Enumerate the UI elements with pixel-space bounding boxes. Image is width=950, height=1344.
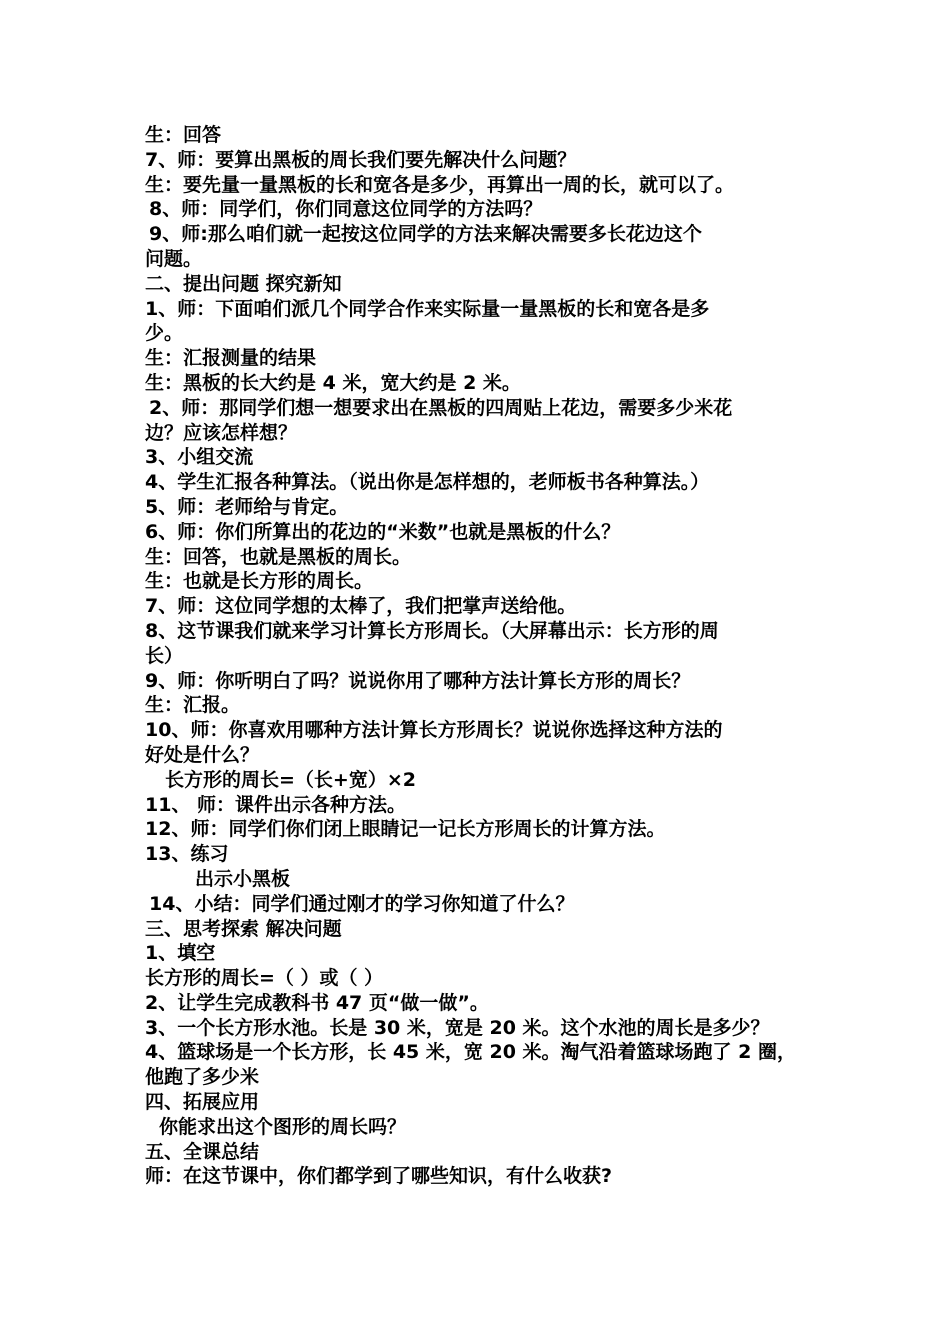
text-line: 出示小黑板	[195, 867, 291, 890]
section-heading: 三、思考探索 解决问题	[145, 917, 342, 940]
text-line: 生：汇报。	[145, 694, 241, 717]
text-line: 他跑了多少米	[145, 1066, 260, 1089]
text-line: 少。	[145, 322, 184, 345]
section-heading: 四、拓展应用	[145, 1091, 260, 1114]
text-line: 8、师：同学们，你们同意这位同学的方法吗？	[149, 198, 543, 221]
text-line: 师：在这节课中，你们都学到了哪些知识，有什么收获?	[145, 1165, 613, 1188]
text-line: 13、练习	[145, 843, 229, 866]
text-line: 5、师：老师给与肯定。	[145, 495, 349, 518]
section-heading: 五、全课总结	[145, 1140, 260, 1163]
fill-blank-line: 长方形的周长=（ ）或（ ）	[145, 967, 384, 990]
text-line: 你能求出这个图形的周长吗？	[159, 1115, 407, 1138]
text-line: 4、学生汇报各种算法。（说出你是怎样想的，老师板书各种算法。）	[145, 471, 710, 494]
text-line: 长）	[145, 644, 184, 667]
text-line: 9、师：你听明白了吗？说说你用了哪种方法计算长方形的周长？	[145, 669, 691, 692]
text-line: 3、小组交流	[145, 446, 254, 469]
text-line: 11、 师：课件出示各种方法。	[145, 793, 407, 816]
text-line: 10、师：你喜欢用哪种方法计算长方形周长？说说你选择这种方法的	[145, 719, 723, 742]
text-line: 1、师：下面咱们派几个同学合作来实际量一量黑板的长和宽各是多	[145, 297, 710, 320]
text-line: 生：也就是长方形的周长。	[145, 570, 374, 593]
text-line: 6、师：你们所算出的花边的“米数”也就是黑板的什么？	[145, 520, 621, 543]
text-line: 4、篮球场是一个长方形，长 45 米，宽 20 米。淘气沿着篮球场跑了 2 圈，	[145, 1041, 797, 1064]
text-line: 12、师：同学们你们闭上眼睛记一记长方形周长的计算方法。	[145, 818, 666, 841]
text-line: 9、师:那么咱们就一起按这位同学的方法来解决需要多长花边这个	[149, 223, 702, 246]
text-line: 生：汇报测量的结果	[145, 347, 317, 370]
text-line: 生：回答	[145, 124, 222, 146]
text-line: 3、一个长方形水池。长是 30 米，宽是 20 米。这个水池的周长是多少？	[145, 1016, 770, 1039]
text-line: 1、填空	[145, 942, 216, 965]
section-heading: 二、提出问题 探究新知	[145, 272, 342, 295]
text-line: 生：要先量一量黑板的长和宽各是多少，再算出一周的长，就可以了。	[145, 173, 735, 196]
text-line: 2、让学生完成教科书 47 页“做一做”。	[145, 991, 489, 1014]
text-line: 8、这节课我们就来学习计算长方形周长。（大屏幕出示：长方形的周	[145, 619, 719, 642]
lesson-plan-text	[145, 123, 835, 1189]
text-line: 7、师：要算出黑板的周长我们要先解决什么问题？	[145, 148, 577, 171]
text-line: 生：黑板的长大约是 4 米，宽大约是 2 米。	[145, 371, 521, 394]
text-line: 问题。	[145, 247, 203, 270]
text-line: 7、师：这位同学想的太棒了，我们把掌声送给他。	[145, 595, 577, 618]
text-line: 好处是什么？	[145, 743, 260, 766]
text-line: 2、师：那同学们想一想要求出在黑板的四周贴上花边，需要多少米花	[149, 396, 733, 419]
text-line: 生：回答，也就是黑板的周长。	[145, 545, 412, 568]
text-line: 14、小结：同学们通过刚才的学习你知道了什么？	[149, 892, 575, 915]
formula-line: 长方形的周长=（长+宽）×2	[165, 768, 416, 791]
text-line: 边？应该怎样想？	[145, 421, 298, 444]
